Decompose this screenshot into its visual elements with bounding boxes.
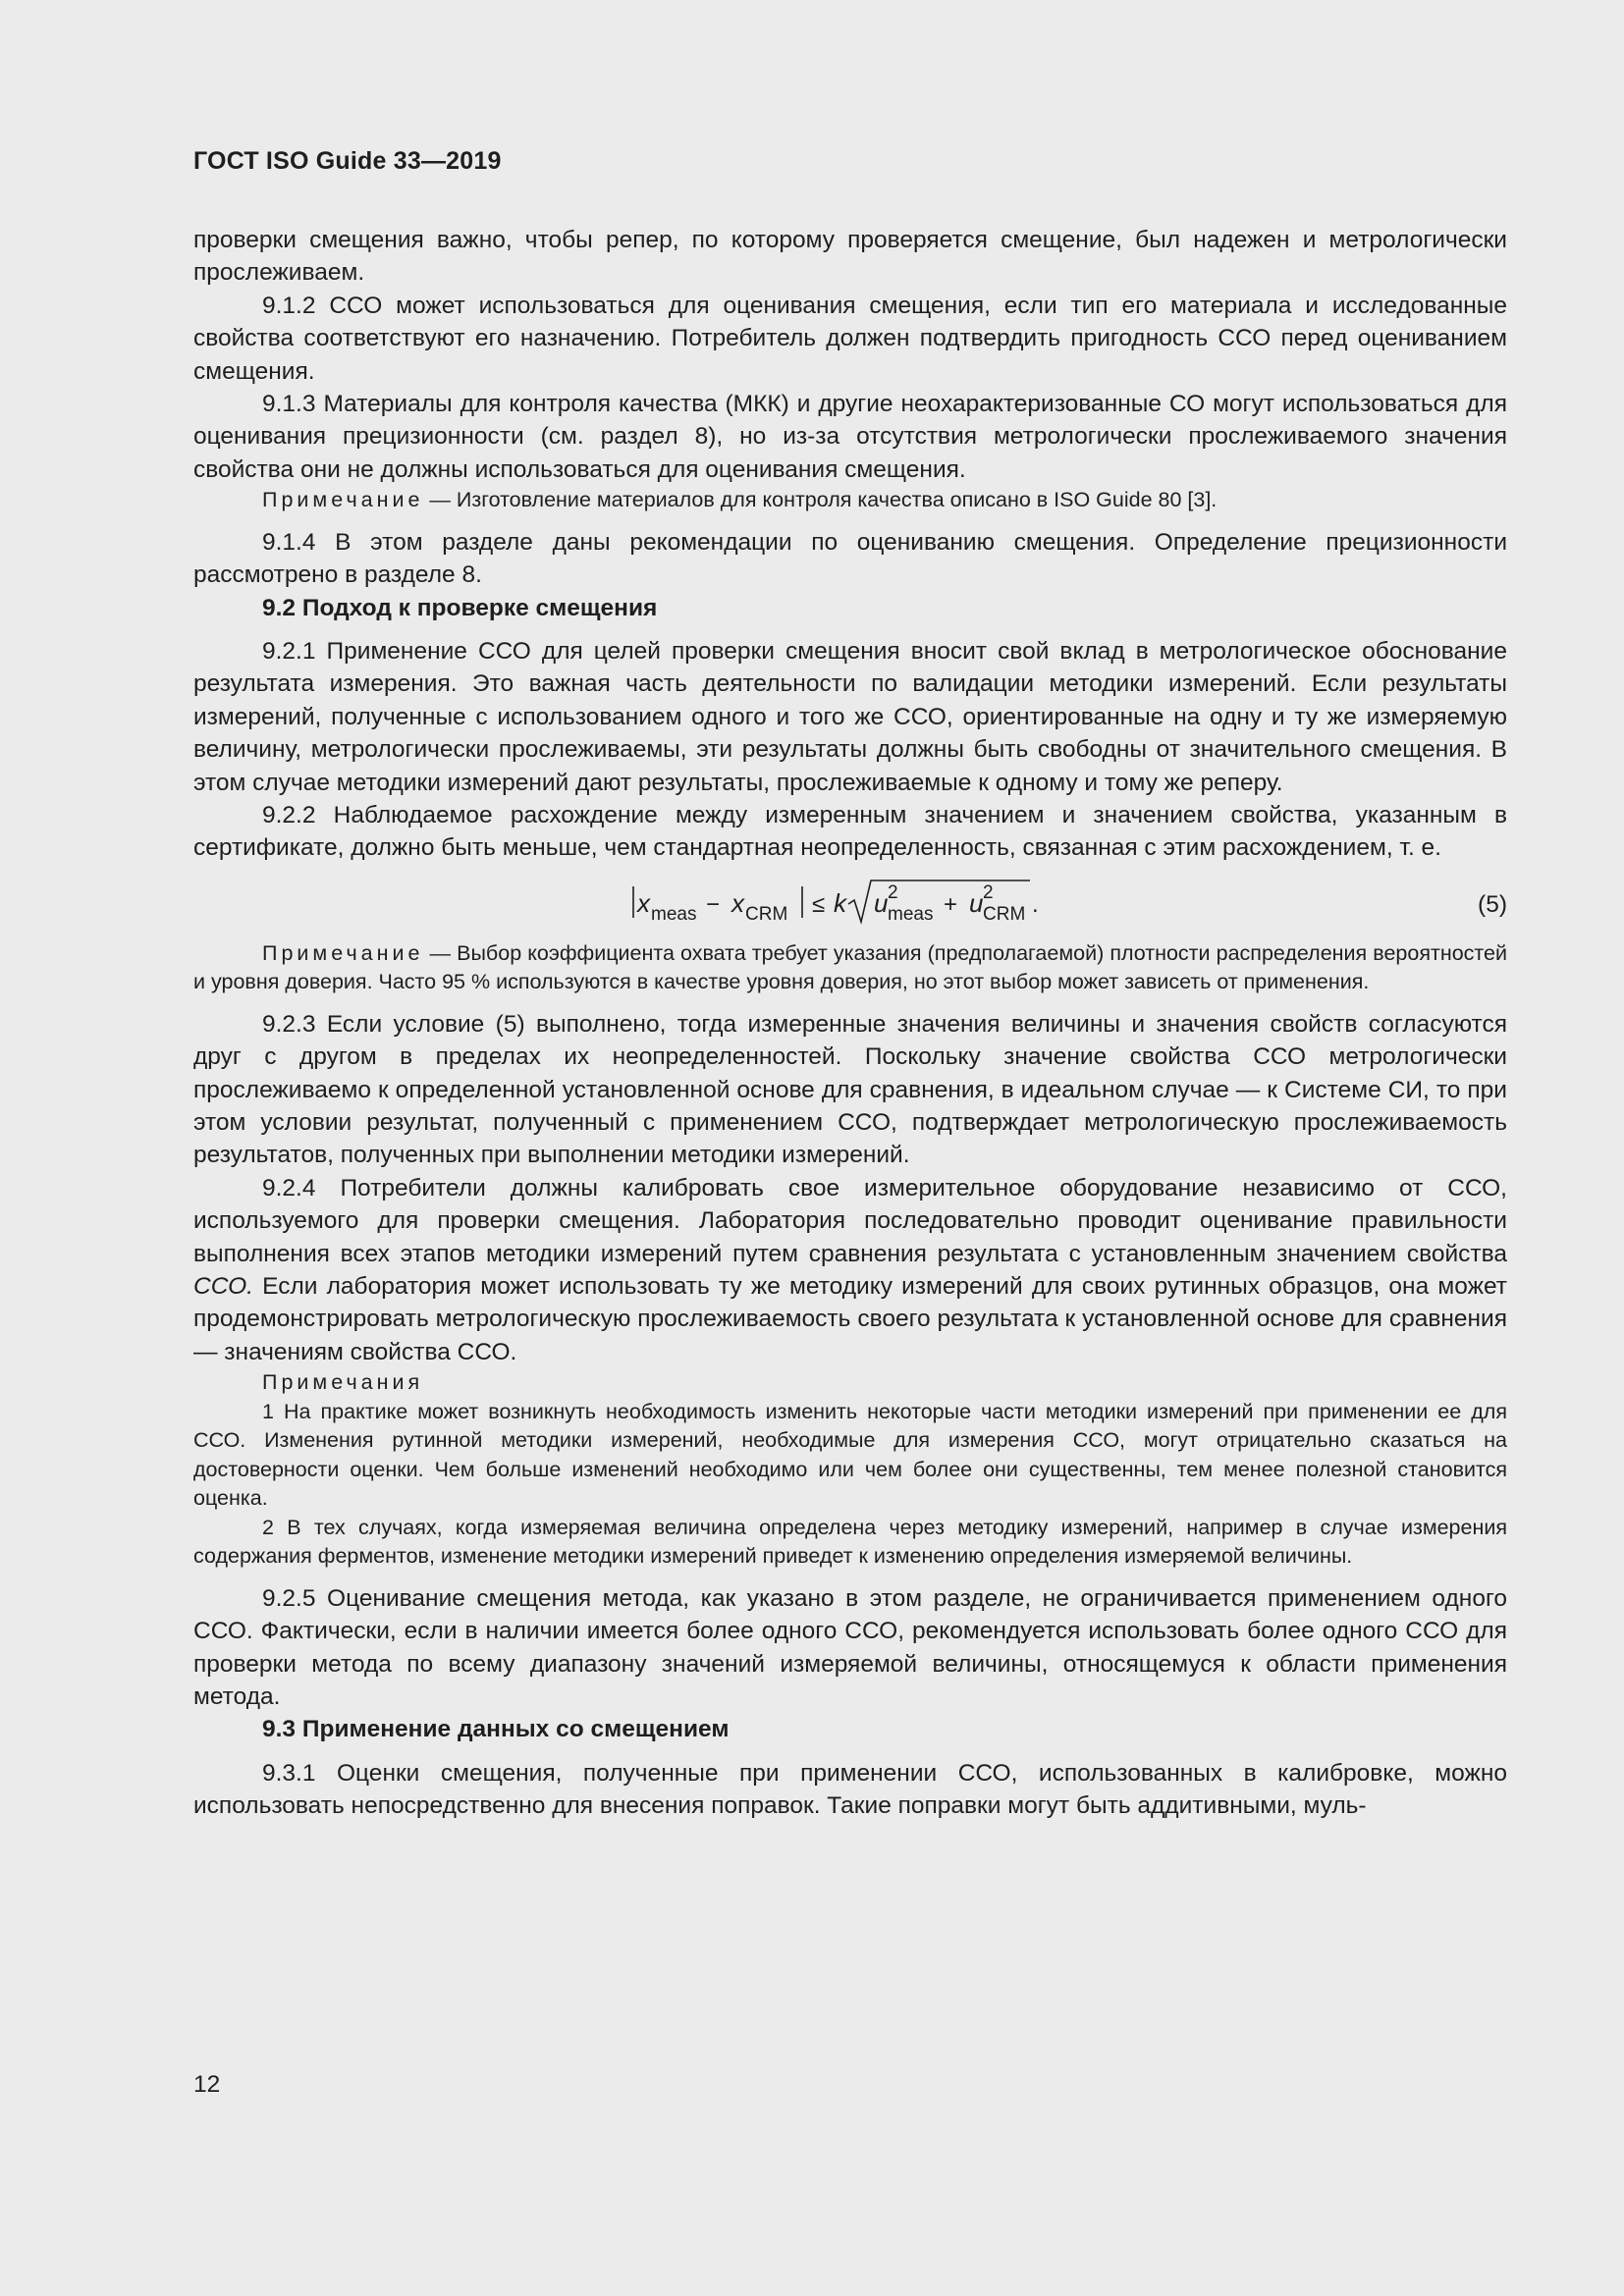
paragraph-9-2-5: 9.2.5 Оценивание смещения метода, как указано в этом разделе, не ограничивается применением одного ССО. Фактически, если в наличии имеется более одного ССО, рекомендуется использовать более одного ССО для проверки метода по всему диапазону значений измеряемой величины, относящемуся к области применения метода. — [193, 1584, 1507, 1710]
section-heading-9-3: 9.3 Применение данных со смещением — [262, 1716, 730, 1743]
note-item-2: 2 В тех случаях, когда измеряемая величина определена через методику измерений, например в случае измерения содержания ферментов, изменение методики измерений приведет к изменению определения измеряемой величины. — [193, 1515, 1507, 1569]
notes-heading: Примечания — [262, 1370, 424, 1395]
note-9-1-3 — [193, 486, 1507, 515]
formula-le: ≤ — [812, 890, 826, 918]
paragraph-9-2-4-part2: Если лаборатория может использовать ту же методику измерений для своих рутинных образцов, она может продемонстрировать метрологическую прослеживаемость своего результата к установленной основе для сравнения — значениям свойства ССО. — [193, 1273, 1507, 1365]
note-text: — Выбор коэффициента охвата требует указания (предполагаемой) плотности распределения вероятностей и уровня доверия. Часто 95 % используются в качестве уровня доверия, но этот выбор может зависеть от применения. — [193, 940, 1507, 994]
paragraph-9-1-4: 9.1.4 В этом разделе даны рекомендации по оцениванию смещения. Определение прецизионности рассмотрено в разделе 8. — [193, 528, 1507, 589]
formula-u2: u — [969, 887, 984, 918]
formula-k: k — [834, 887, 846, 918]
note-label: Примечание — [262, 488, 424, 512]
paragraph-9-3-1: 9.3.1 Оценки смещения, полученные при применении ССО, использованных в калибровке, можно использовать непосредственно для внесения поправок. Такие поправки могут быть аддитивными, муль- — [193, 1759, 1507, 1820]
page-number: 12 — [193, 2071, 221, 2098]
paragraph-9-2-3: 9.2.3 Если условие (5) выполнено, тогда измеренные значения величины и значения свойств согласуются друг с другом в пределах их неопределенностей. Поскольку значение свойства ССО метрологически прослеживаемо к определенной установленной основе для сравнения, в идеальном случае — к Системе СИ, то при этом условии результат, полученный с применением ССО, подтверждает метрологическую прослеживаемость результатов, полученных при выполнении методики измерений. — [193, 1010, 1507, 1169]
formula-period: . — [1032, 890, 1039, 918]
formula-sup-2a: 2 — [888, 881, 898, 903]
formula-sub-crm-2: CRM — [983, 903, 1026, 925]
formula-sub-crm: CRM — [745, 903, 788, 925]
note-9-2-2 — [193, 939, 1507, 997]
formula-minus: − — [706, 890, 721, 918]
paragraph-9-2-2: 9.2.2 Наблюдаемое расхождение между измеренным значением и значением свойства, указанным в сертификате, должно быть меньше, чем стандартная неопределенность, связанная с этим расхождением, т. е. — [193, 802, 1507, 862]
paragraph-9-1-2: 9.1.2 ССО может использоваться для оценивания смещения, если тип его материала и исследованные свойства соответствуют его назначению. Потребитель должен подтвердить пригодность ССО перед оцениванием смещения. — [193, 292, 1507, 385]
formula-plus: + — [944, 890, 958, 918]
paragraph-9-2-4-italic: ССО. — [193, 1273, 253, 1301]
paragraph-continued: проверки смещения важно, чтобы репер, по которому проверяется смещение, был надежен и метрологически прослеживаем. — [193, 227, 1507, 287]
formula-5 — [193, 873, 1507, 934]
formula-sup-2b: 2 — [983, 881, 994, 903]
note-item-1: 1 На практике может возникнуть необходимость изменить некоторые части методики измерений при применении ее для ССО. Изменения рутинной методики измерений, необходимые для измерения ССО, могут отрицательно сказаться на достоверности оценки. Чем больше изменений необходимо или чем более они существенны, тем менее полезной становится оценка. — [193, 1399, 1507, 1511]
formula-sub-meas-2: meas — [888, 903, 934, 925]
formula-expression — [193, 873, 1507, 934]
page-body — [193, 224, 1507, 1823]
formula-u1: u — [874, 887, 889, 918]
formula-x1: x — [637, 887, 650, 918]
paragraph-9-2-1: 9.2.1 Применение ССО для целей проверки смещения вносит свой вклад в метрологическое обоснование результата измерения. Это важная часть деятельности по валидации методики измерений. Если результаты измерений, полученные с использованием одного и того же ССО, ориентированные на одну и ту же измеряемую величину, метрологически прослеживаемы, эти результаты должны быть свободны от значительного смещения. В этом случае методики измерений дают результаты, прослеживаемые к одному и тому же реперу. — [193, 637, 1507, 796]
formula-x2: x — [731, 887, 744, 918]
paragraph-9-2-4-part1: 9.2.4 Потребители должны калибровать свое измерительное оборудование независимо от ССО, используемого для проверки смещения. Лаборатория последовательно проводит оценивание правильности выполнения всех этапов методики измерений путем сравнения результата с установленным значением свойства — [193, 1174, 1507, 1267]
section-heading-9-2: 9.2 Подход к проверке смещения — [262, 594, 658, 621]
paragraph-9-2-4 — [193, 1172, 1507, 1368]
document-header: ГОСТ ISO Guide 33—2019 — [193, 147, 502, 175]
paragraph-9-1-3: 9.1.3 Материалы для контроля качества (МКК) и другие неохарактеризованные СО могут использоваться для оценивания прецизионности (см. раздел 8), но из-за отсутствия метрологически прослеживаемого значения свойства они не должны использоваться для оценивания смещения. — [193, 391, 1507, 483]
note-label: Примечание — [262, 940, 424, 965]
formula-number: (5) — [1478, 890, 1507, 918]
formula-sub-meas: meas — [651, 903, 697, 925]
note-text: — Изготовление материалов для контроля качества описано в ISO Guide 80 [3]. — [423, 488, 1218, 512]
